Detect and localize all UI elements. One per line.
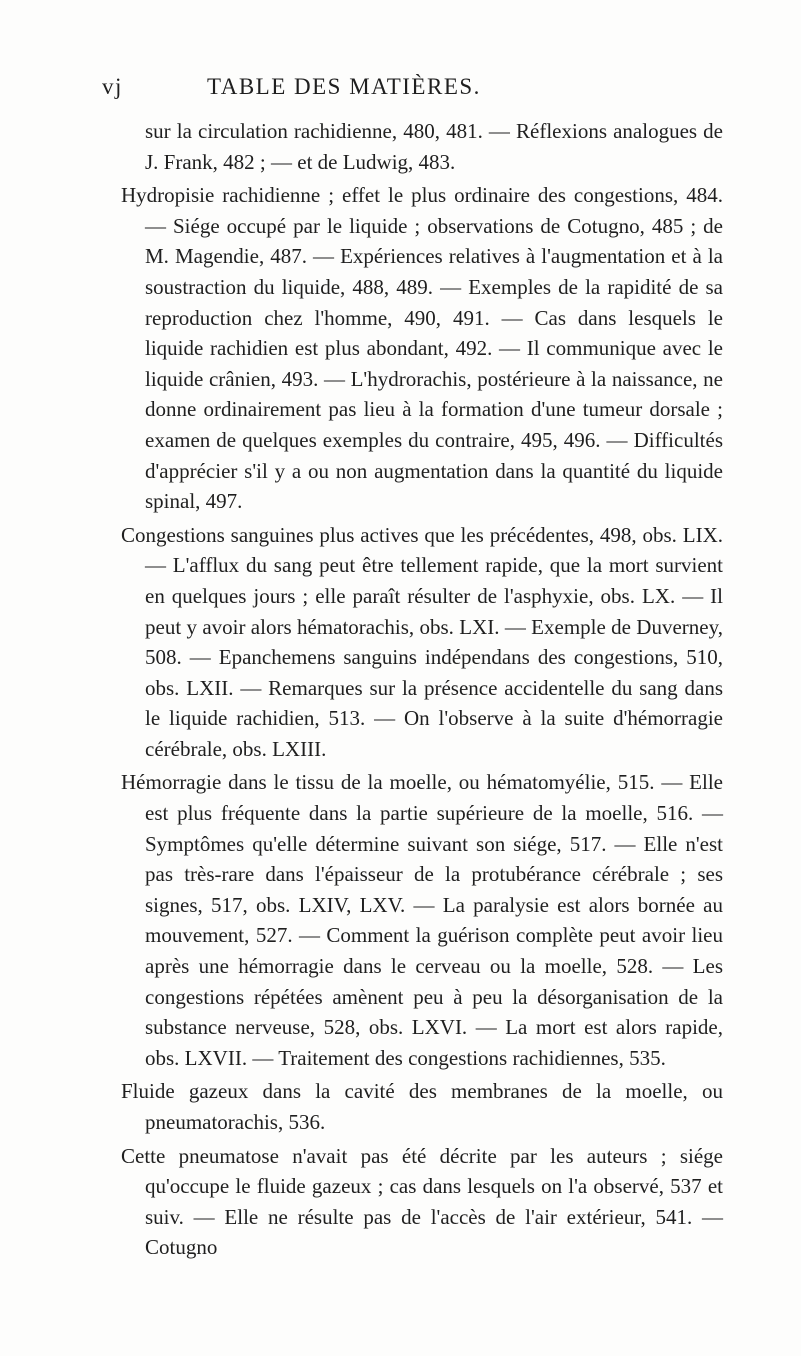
index-entry-circulation-continued: sur la circulation rachidienne, 480, 481. — Réflexions analogues de J. Frank, 482 ; — et de Ludwig, 483. (145, 119, 723, 174)
index-entry-congestions-sanguines: Congestions sanguines plus actives que les précédentes, 498, obs. LIX. — L'afflux du sang peut être tellement rapide, que la mort survient en quelques jours ; elle paraît résulter de l'asphyxie, obs. LX. — Il peut y avoir alors hématorachis, obs. LXI. — Exemple de Duverney, 508. — Epanchemens sanguins indépendans des congestions, 510, obs. LXII. — Remarques sur la présence accidentelle du sang dans le liquide rachidien, 513. — On l'observe à la suite d'hémorragie cérébrale, obs. LXIII. (121, 522, 723, 761)
index-entry-pneumatorachis: Fluide gazeux dans la cavité des membranes de la moelle, ou pneumatorachis, 536. (121, 1079, 723, 1134)
page-number: vj (102, 74, 123, 99)
index-text (121, 116, 723, 1266)
running-title: TABLE DES MATIÈRES. (207, 74, 481, 99)
index-entry-hematomyelie: Hémorragie dans le tissu de la moelle, ou hématomyélie, 515. — Elle est plus fréquente dans la partie supérieure de la moelle, 516. — Symptômes qu'elle détermine suivant son siége, 517. — Elle n'est pas très-rare dans l'épaisseur de la protubérance cérébrale ; ses signes, 517, obs. LXIV, LXV. — La paralysie est alors bornée au mouvement, 527. — Comment la guérison complète peut avoir lieu après une hémorragie dans le cerveau ou la moelle, 528. — Les congestions répétées amènent peu à peu la désorganisation de la substance nerveuse, 528, obs. LXVI. — La mort est alors rapide, obs. LXVII. — Traitement des congestions rachidiennes, 535. (121, 770, 723, 1070)
index-entry-pneumatose: Cette pneumatose n'avait pas été décrite par les auteurs ; siége qu'occupe le fluide gazeux ; cas dans lesquels on l'a observé, 537 et suiv. — Elle ne résulte pas de l'accès de l'air extérieur, 541. — Cotugno (121, 1143, 723, 1260)
index-entry-hydropisie: Hydropisie rachidienne ; effet le plus ordinaire des congestions, 484. — Siége occupé par le liquide ; observations de Cotugno, 485 ; de M. Magendie, 487. — Expériences relatives à l'augmentation et à la soustraction du liquide, 488, 489. — Exemples de la rapidité de sa reproduction chez l'homme, 490, 491. — Cas dans lesquels le liquide rachidien est plus abondant, 492. — Il communique avec le liquide crânien, 493. — L'hydrorachis, postérieure à la naissance, ne donne ordinairement pas lieu à la formation d'une tumeur dorsale ; examen de quelques exemples du contraire, 495, 496. — Difficultés d'apprécier s'il y a ou non augmentation dans la quantité du liquide spinal, 497. (121, 183, 723, 514)
running-head (102, 74, 702, 108)
